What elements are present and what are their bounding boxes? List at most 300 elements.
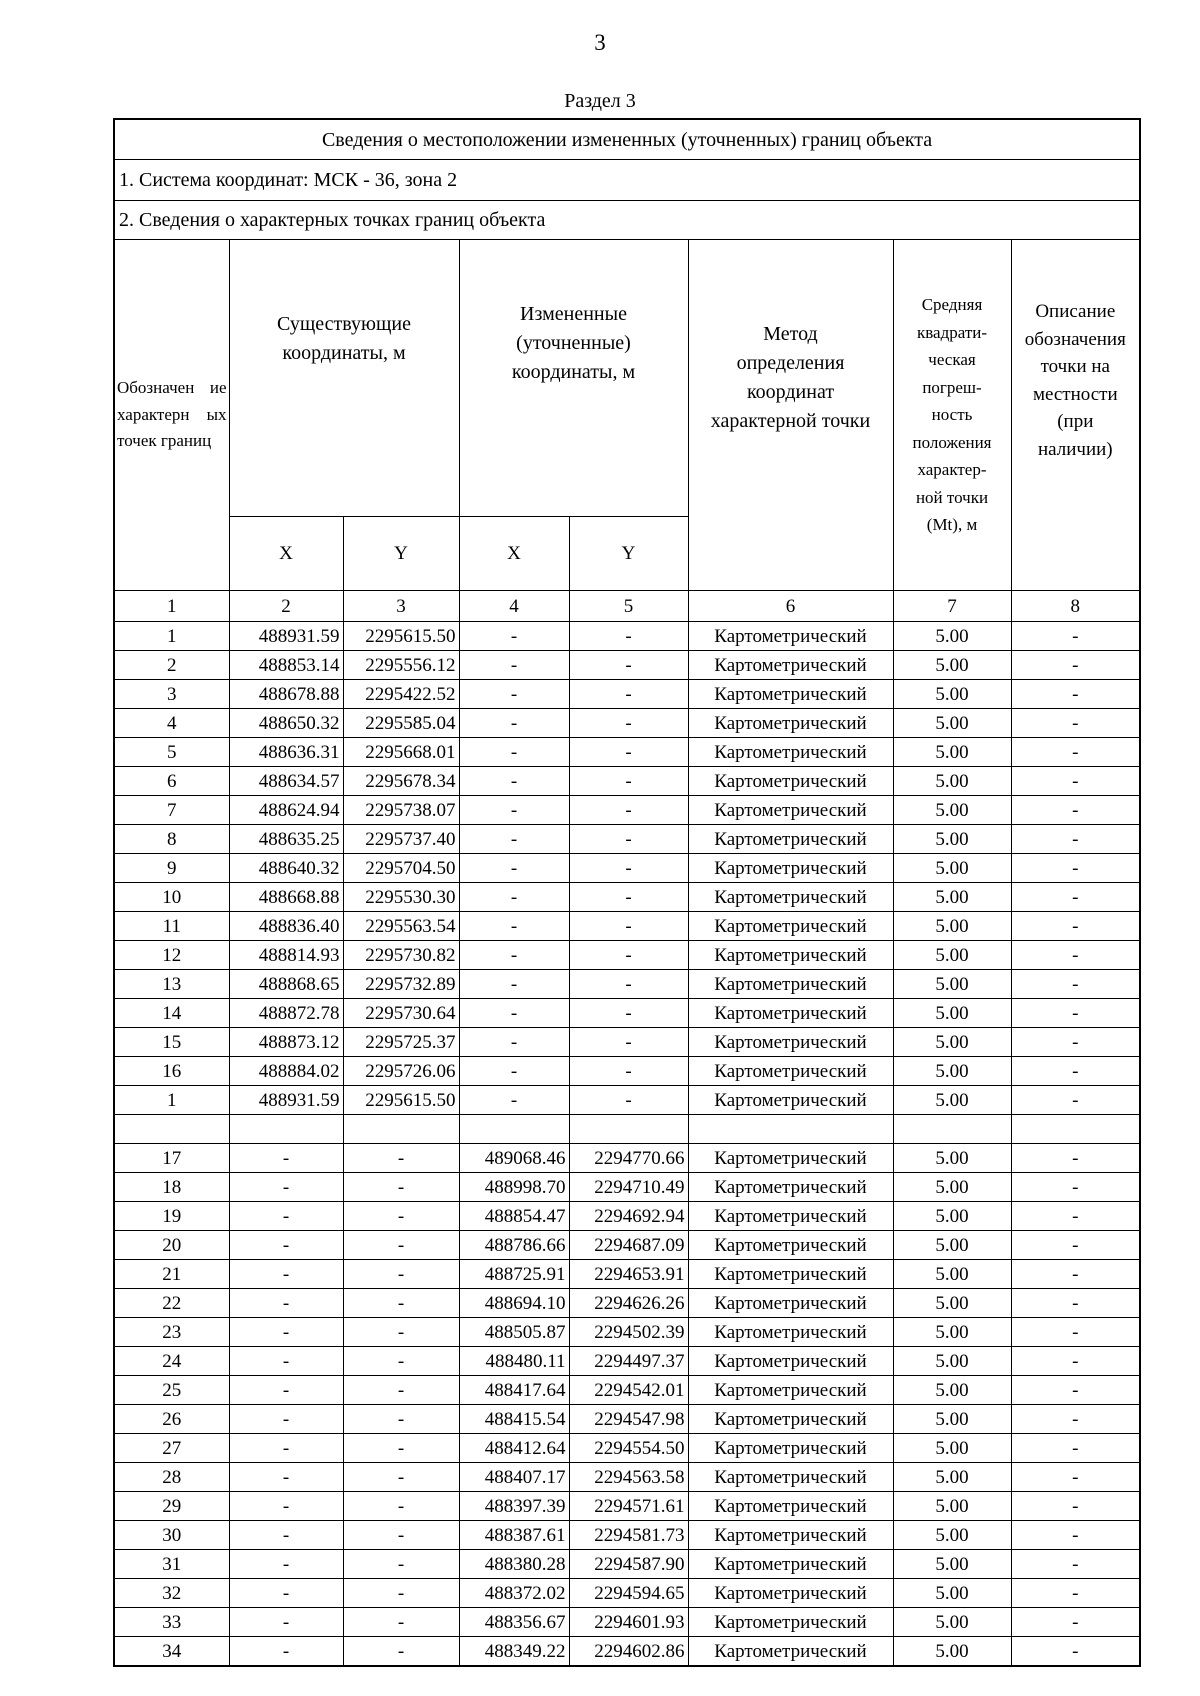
column-number-cell: 1 bbox=[114, 591, 229, 622]
table-row bbox=[114, 1579, 1140, 1608]
cell-method: Картометрический bbox=[688, 1231, 893, 1260]
cell-changed-x: 488415.54 bbox=[459, 1405, 569, 1434]
cell-changed-x: - bbox=[459, 1028, 569, 1057]
cell-existing-x: 488668.88 bbox=[229, 883, 343, 912]
table-row bbox=[114, 1202, 1140, 1231]
cell-method: Картометрический bbox=[688, 1057, 893, 1086]
cell-method: Картометрический bbox=[688, 1521, 893, 1550]
cell-description: - bbox=[1011, 825, 1140, 854]
points-heading: 2. Сведения о характерных точках границ объекта bbox=[114, 201, 1140, 240]
cell-point-id: 33 bbox=[114, 1608, 229, 1637]
cell-changed-y: - bbox=[569, 680, 688, 709]
cell-existing-x: - bbox=[229, 1405, 343, 1434]
cell-existing-x: 488873.12 bbox=[229, 1028, 343, 1057]
cell-rmse: 5.00 bbox=[893, 1463, 1011, 1492]
column-number-cell: 5 bbox=[569, 591, 688, 622]
cell-changed-x: - bbox=[459, 825, 569, 854]
column-number-cell: 4 bbox=[459, 591, 569, 622]
table-row bbox=[114, 1550, 1140, 1579]
cell-rmse: 5.00 bbox=[893, 709, 1011, 738]
cell-changed-y: 2294602.86 bbox=[569, 1637, 688, 1667]
column-number-row bbox=[114, 591, 1140, 622]
column-number-cell: 6 bbox=[688, 591, 893, 622]
cell-method: Картометрический bbox=[688, 825, 893, 854]
cell-method: Картометрический bbox=[688, 622, 893, 651]
cell-description: - bbox=[1011, 999, 1140, 1028]
cell-description: - bbox=[1011, 1202, 1140, 1231]
cell-rmse: 5.00 bbox=[893, 1260, 1011, 1289]
cell-changed-x: 488786.66 bbox=[459, 1231, 569, 1260]
cell-changed-x bbox=[459, 1115, 569, 1144]
cell-existing-y: - bbox=[343, 1521, 459, 1550]
cell-description: - bbox=[1011, 1086, 1140, 1115]
cell-point-id: 34 bbox=[114, 1637, 229, 1667]
cell-rmse bbox=[893, 1115, 1011, 1144]
cell-description: - bbox=[1011, 796, 1140, 825]
cell-rmse: 5.00 bbox=[893, 1637, 1011, 1667]
cell-changed-x: 488417.64 bbox=[459, 1376, 569, 1405]
table-row bbox=[114, 854, 1140, 883]
cell-method: Картометрический bbox=[688, 1173, 893, 1202]
cell-method: Картометрический bbox=[688, 970, 893, 999]
coord-system: 1. Система координат: МСК - 36, зона 2 bbox=[114, 160, 1140, 201]
cell-changed-x: 488356.67 bbox=[459, 1608, 569, 1637]
document-table-wrapper bbox=[113, 118, 1139, 1667]
cell-existing-y: - bbox=[343, 1289, 459, 1318]
cell-changed-y: 2294502.39 bbox=[569, 1318, 688, 1347]
cell-point-id: 15 bbox=[114, 1028, 229, 1057]
cell-existing-x: 488624.94 bbox=[229, 796, 343, 825]
header-x-changed: X bbox=[459, 517, 569, 591]
table-row bbox=[114, 1405, 1140, 1434]
cell-rmse: 5.00 bbox=[893, 680, 1011, 709]
cell-existing-x: - bbox=[229, 1347, 343, 1376]
cell-existing-y: 2295730.64 bbox=[343, 999, 459, 1028]
cell-existing-x: - bbox=[229, 1579, 343, 1608]
cell-existing-x: 488931.59 bbox=[229, 622, 343, 651]
cell-description: - bbox=[1011, 941, 1140, 970]
cell-rmse: 5.00 bbox=[893, 854, 1011, 883]
cell-method: Картометрический bbox=[688, 1260, 893, 1289]
cell-changed-y: - bbox=[569, 651, 688, 680]
cell-description: - bbox=[1011, 1028, 1140, 1057]
points-heading-row bbox=[114, 201, 1140, 240]
cell-changed-y: - bbox=[569, 941, 688, 970]
cell-rmse: 5.00 bbox=[893, 1492, 1011, 1521]
cell-point-id: 29 bbox=[114, 1492, 229, 1521]
cell-rmse: 5.00 bbox=[893, 1028, 1011, 1057]
cell-changed-x: - bbox=[459, 651, 569, 680]
cell-changed-x: 488349.22 bbox=[459, 1637, 569, 1667]
table-row bbox=[114, 1637, 1140, 1667]
cell-point-id: 16 bbox=[114, 1057, 229, 1086]
cell-changed-x: - bbox=[459, 854, 569, 883]
cell-existing-y: - bbox=[343, 1202, 459, 1231]
cell-description: - bbox=[1011, 651, 1140, 680]
cell-existing-y: 2295563.54 bbox=[343, 912, 459, 941]
table-row bbox=[114, 912, 1140, 941]
cell-point-id: 14 bbox=[114, 999, 229, 1028]
cell-changed-y: - bbox=[569, 825, 688, 854]
cell-changed-x: - bbox=[459, 709, 569, 738]
cell-existing-y: 2295704.50 bbox=[343, 854, 459, 883]
header-existing-coords: Существующие координаты, м bbox=[229, 240, 459, 517]
cell-method: Картометрический bbox=[688, 709, 893, 738]
cell-existing-x: 488636.31 bbox=[229, 738, 343, 767]
cell-changed-y: - bbox=[569, 912, 688, 941]
cell-description: - bbox=[1011, 1231, 1140, 1260]
header-row-1 bbox=[114, 240, 1140, 517]
cell-rmse: 5.00 bbox=[893, 1347, 1011, 1376]
cell-description: - bbox=[1011, 1637, 1140, 1667]
cell-existing-y: - bbox=[343, 1173, 459, 1202]
cell-changed-x: 488505.87 bbox=[459, 1318, 569, 1347]
cell-point-id: 32 bbox=[114, 1579, 229, 1608]
cell-existing-x: - bbox=[229, 1492, 343, 1521]
cell-point-id: 26 bbox=[114, 1405, 229, 1434]
cell-method: Картометрический bbox=[688, 1608, 893, 1637]
cell-existing-y: 2295737.40 bbox=[343, 825, 459, 854]
cell-existing-x: 488872.78 bbox=[229, 999, 343, 1028]
cell-method: Картометрический bbox=[688, 796, 893, 825]
cell-point-id: 11 bbox=[114, 912, 229, 941]
header-x-existing: X bbox=[229, 517, 343, 591]
table-row bbox=[114, 1608, 1140, 1637]
cell-point-id: 31 bbox=[114, 1550, 229, 1579]
cell-existing-y: - bbox=[343, 1260, 459, 1289]
cell-existing-y: - bbox=[343, 1434, 459, 1463]
header-description: Описание обозначения точки на местности (при наличии) bbox=[1011, 240, 1140, 591]
table-row bbox=[114, 1144, 1140, 1173]
cell-existing-x: 488836.40 bbox=[229, 912, 343, 941]
cell-changed-x: 488407.17 bbox=[459, 1463, 569, 1492]
cell-existing-y: 2295615.50 bbox=[343, 622, 459, 651]
table-row bbox=[114, 1260, 1140, 1289]
table-row bbox=[114, 1318, 1140, 1347]
cell-description: - bbox=[1011, 1463, 1140, 1492]
cell-rmse: 5.00 bbox=[893, 1057, 1011, 1086]
cell-changed-y: 2294587.90 bbox=[569, 1550, 688, 1579]
cell-rmse: 5.00 bbox=[893, 825, 1011, 854]
cell-changed-y: - bbox=[569, 709, 688, 738]
cell-description: - bbox=[1011, 1434, 1140, 1463]
cell-description: - bbox=[1011, 1405, 1140, 1434]
table-row bbox=[114, 970, 1140, 999]
cell-point-id: 24 bbox=[114, 1347, 229, 1376]
cell-changed-y: 2294770.66 bbox=[569, 1144, 688, 1173]
cell-existing-x: - bbox=[229, 1173, 343, 1202]
cell-existing-x: 488868.65 bbox=[229, 970, 343, 999]
cell-description: - bbox=[1011, 1608, 1140, 1637]
cell-point-id: 21 bbox=[114, 1260, 229, 1289]
cell-changed-x: 488397.39 bbox=[459, 1492, 569, 1521]
cell-description: - bbox=[1011, 970, 1140, 999]
table-row bbox=[114, 1231, 1140, 1260]
cell-description: - bbox=[1011, 738, 1140, 767]
cell-existing-x: 488634.57 bbox=[229, 767, 343, 796]
cell-description: - bbox=[1011, 1492, 1140, 1521]
cell-existing-y: 2295585.04 bbox=[343, 709, 459, 738]
cell-rmse: 5.00 bbox=[893, 1608, 1011, 1637]
cell-method: Картометрический bbox=[688, 912, 893, 941]
table-row bbox=[114, 1057, 1140, 1086]
cell-changed-y: 2294692.94 bbox=[569, 1202, 688, 1231]
cell-method: Картометрический bbox=[688, 1144, 893, 1173]
cell-existing-x: - bbox=[229, 1202, 343, 1231]
column-number-cell: 7 bbox=[893, 591, 1011, 622]
cell-point-id: 5 bbox=[114, 738, 229, 767]
cell-rmse: 5.00 bbox=[893, 941, 1011, 970]
cell-changed-y: - bbox=[569, 883, 688, 912]
table-title: Сведения о местоположении измененных (уточненных) границ объекта bbox=[114, 119, 1140, 160]
cell-description: - bbox=[1011, 854, 1140, 883]
cell-existing-x: 488884.02 bbox=[229, 1057, 343, 1086]
cell-changed-x: - bbox=[459, 796, 569, 825]
cell-existing-y: 2295530.30 bbox=[343, 883, 459, 912]
cell-rmse: 5.00 bbox=[893, 767, 1011, 796]
cell-description: - bbox=[1011, 912, 1140, 941]
cell-description: - bbox=[1011, 1376, 1140, 1405]
cell-point-id: 28 bbox=[114, 1463, 229, 1492]
cell-existing-y: - bbox=[343, 1231, 459, 1260]
table-row bbox=[114, 1376, 1140, 1405]
cell-description: - bbox=[1011, 1550, 1140, 1579]
cell-changed-y: 2294542.01 bbox=[569, 1376, 688, 1405]
cell-changed-x: - bbox=[459, 970, 569, 999]
cell-existing-y: - bbox=[343, 1550, 459, 1579]
cell-point-id: 25 bbox=[114, 1376, 229, 1405]
cell-existing-y: 2295730.82 bbox=[343, 941, 459, 970]
table-row bbox=[114, 709, 1140, 738]
cell-existing-y: - bbox=[343, 1492, 459, 1521]
column-number-cell: 8 bbox=[1011, 591, 1140, 622]
cell-existing-x: - bbox=[229, 1318, 343, 1347]
cell-changed-x: - bbox=[459, 912, 569, 941]
cell-point-id: 17 bbox=[114, 1144, 229, 1173]
cell-existing-x: - bbox=[229, 1637, 343, 1667]
cell-existing-y: 2295725.37 bbox=[343, 1028, 459, 1057]
cell-changed-y: 2294563.58 bbox=[569, 1463, 688, 1492]
table-row bbox=[114, 767, 1140, 796]
cell-existing-y: 2295732.89 bbox=[343, 970, 459, 999]
cell-method: Картометрический bbox=[688, 738, 893, 767]
cell-changed-y: - bbox=[569, 796, 688, 825]
cell-changed-x: - bbox=[459, 622, 569, 651]
cell-changed-y bbox=[569, 1115, 688, 1144]
cell-rmse: 5.00 bbox=[893, 738, 1011, 767]
cell-existing-y: - bbox=[343, 1579, 459, 1608]
cell-changed-x: - bbox=[459, 680, 569, 709]
cell-rmse: 5.00 bbox=[893, 1231, 1011, 1260]
cell-point-id: 7 bbox=[114, 796, 229, 825]
cell-method: Картометрический bbox=[688, 1579, 893, 1608]
cell-existing-x: - bbox=[229, 1289, 343, 1318]
cell-changed-x: 488998.70 bbox=[459, 1173, 569, 1202]
cell-changed-y: 2294687.09 bbox=[569, 1231, 688, 1260]
cell-method: Картометрический bbox=[688, 1492, 893, 1521]
cell-changed-y: 2294571.61 bbox=[569, 1492, 688, 1521]
cell-method: Картометрический bbox=[688, 1550, 893, 1579]
table-row bbox=[114, 1173, 1140, 1202]
cell-method: Картометрический bbox=[688, 1434, 893, 1463]
cell-method: Картометрический bbox=[688, 1086, 893, 1115]
cell-point-id: 2 bbox=[114, 651, 229, 680]
cell-point-id: 9 bbox=[114, 854, 229, 883]
cell-existing-x: - bbox=[229, 1608, 343, 1637]
header-y-existing: Y bbox=[343, 517, 459, 591]
cell-existing-x: - bbox=[229, 1550, 343, 1579]
cell-existing-y: 2295678.34 bbox=[343, 767, 459, 796]
cell-point-id: 6 bbox=[114, 767, 229, 796]
cell-point-id: 22 bbox=[114, 1289, 229, 1318]
table-row bbox=[114, 680, 1140, 709]
cell-description: - bbox=[1011, 622, 1140, 651]
cell-changed-x: - bbox=[459, 738, 569, 767]
cell-existing-x: 488678.88 bbox=[229, 680, 343, 709]
cell-existing-x: - bbox=[229, 1521, 343, 1550]
cell-method: Картометрический bbox=[688, 680, 893, 709]
table-row bbox=[114, 738, 1140, 767]
header-designation: Обозначен ие характерн ых точек границ bbox=[114, 240, 229, 591]
cell-rmse: 5.00 bbox=[893, 651, 1011, 680]
table-row bbox=[114, 1289, 1140, 1318]
cell-point-id: 19 bbox=[114, 1202, 229, 1231]
cell-description: - bbox=[1011, 883, 1140, 912]
cell-description: - bbox=[1011, 1144, 1140, 1173]
cell-existing-x: 488853.14 bbox=[229, 651, 343, 680]
cell-method: Картометрический bbox=[688, 999, 893, 1028]
cell-existing-y: - bbox=[343, 1463, 459, 1492]
table-row bbox=[114, 1347, 1140, 1376]
cell-changed-x: 488412.64 bbox=[459, 1434, 569, 1463]
cell-existing-y: 2295668.01 bbox=[343, 738, 459, 767]
cell-changed-x: 488380.28 bbox=[459, 1550, 569, 1579]
table-row bbox=[114, 1115, 1140, 1144]
cell-changed-y: - bbox=[569, 854, 688, 883]
cell-point-id: 30 bbox=[114, 1521, 229, 1550]
cell-changed-y: 2294547.98 bbox=[569, 1405, 688, 1434]
cell-changed-x: 488694.10 bbox=[459, 1289, 569, 1318]
cell-existing-y: 2295738.07 bbox=[343, 796, 459, 825]
table-row bbox=[114, 1521, 1140, 1550]
table-row bbox=[114, 1463, 1140, 1492]
cell-existing-x: 488650.32 bbox=[229, 709, 343, 738]
cell-changed-x: 488480.11 bbox=[459, 1347, 569, 1376]
cell-rmse: 5.00 bbox=[893, 622, 1011, 651]
cell-changed-x: 488387.61 bbox=[459, 1521, 569, 1550]
cell-changed-y: - bbox=[569, 1028, 688, 1057]
cell-method: Картометрический bbox=[688, 651, 893, 680]
table-row bbox=[114, 883, 1140, 912]
cell-changed-y: 2294497.37 bbox=[569, 1347, 688, 1376]
table-row bbox=[114, 1086, 1140, 1115]
cell-existing-x: - bbox=[229, 1144, 343, 1173]
cell-rmse: 5.00 bbox=[893, 999, 1011, 1028]
cell-point-id: 8 bbox=[114, 825, 229, 854]
cell-method: Картометрический bbox=[688, 1318, 893, 1347]
cell-changed-x: - bbox=[459, 1057, 569, 1086]
cell-changed-x: - bbox=[459, 767, 569, 796]
cell-method: Картометрический bbox=[688, 767, 893, 796]
table-row bbox=[114, 651, 1140, 680]
cell-changed-x: 489068.46 bbox=[459, 1144, 569, 1173]
table-row bbox=[114, 796, 1140, 825]
cell-changed-y: - bbox=[569, 738, 688, 767]
cell-description bbox=[1011, 1115, 1140, 1144]
cell-existing-y: - bbox=[343, 1608, 459, 1637]
cell-changed-y: 2294626.26 bbox=[569, 1289, 688, 1318]
cell-rmse: 5.00 bbox=[893, 1086, 1011, 1115]
cell-method: Картометрический bbox=[688, 1463, 893, 1492]
cell-method bbox=[688, 1115, 893, 1144]
coord-system-row bbox=[114, 160, 1140, 201]
cell-description: - bbox=[1011, 680, 1140, 709]
cell-changed-y: - bbox=[569, 767, 688, 796]
cell-existing-y: - bbox=[343, 1637, 459, 1667]
cell-existing-x: - bbox=[229, 1434, 343, 1463]
cell-changed-x: - bbox=[459, 941, 569, 970]
cell-method: Картометрический bbox=[688, 854, 893, 883]
cell-method: Картометрический bbox=[688, 1028, 893, 1057]
cell-method: Картометрический bbox=[688, 883, 893, 912]
cell-existing-x: - bbox=[229, 1463, 343, 1492]
cell-rmse: 5.00 bbox=[893, 1579, 1011, 1608]
cell-existing-x: 488640.32 bbox=[229, 854, 343, 883]
cell-description: - bbox=[1011, 1173, 1140, 1202]
cell-existing-y bbox=[343, 1115, 459, 1144]
cell-existing-y: 2295422.52 bbox=[343, 680, 459, 709]
cell-changed-y: 2294710.49 bbox=[569, 1173, 688, 1202]
cell-point-id: 27 bbox=[114, 1434, 229, 1463]
cell-existing-y: - bbox=[343, 1405, 459, 1434]
header-changed-coords: Измененные (уточненные) координаты, м bbox=[459, 240, 688, 517]
cell-method: Картометрический bbox=[688, 1202, 893, 1231]
header-y-changed: Y bbox=[569, 517, 688, 591]
cell-rmse: 5.00 bbox=[893, 883, 1011, 912]
cell-description: - bbox=[1011, 1579, 1140, 1608]
cell-method: Картометрический bbox=[688, 1376, 893, 1405]
cell-changed-x: 488372.02 bbox=[459, 1579, 569, 1608]
cell-changed-y: 2294653.91 bbox=[569, 1260, 688, 1289]
table-row bbox=[114, 1434, 1140, 1463]
column-number-cell: 3 bbox=[343, 591, 459, 622]
cell-point-id: 1 bbox=[114, 1086, 229, 1115]
cell-rmse: 5.00 bbox=[893, 1202, 1011, 1231]
cell-rmse: 5.00 bbox=[893, 1550, 1011, 1579]
table-row bbox=[114, 1028, 1140, 1057]
cell-point-id: 12 bbox=[114, 941, 229, 970]
cell-point-id: 1 bbox=[114, 622, 229, 651]
cell-method: Картометрический bbox=[688, 941, 893, 970]
cell-rmse: 5.00 bbox=[893, 1173, 1011, 1202]
cell-existing-y: 2295726.06 bbox=[343, 1057, 459, 1086]
cell-changed-x: - bbox=[459, 1086, 569, 1115]
cell-rmse: 5.00 bbox=[893, 1376, 1011, 1405]
cell-changed-y: - bbox=[569, 1086, 688, 1115]
cell-existing-x bbox=[229, 1115, 343, 1144]
cell-description: - bbox=[1011, 1521, 1140, 1550]
cell-changed-y: - bbox=[569, 622, 688, 651]
cell-existing-x: 488931.59 bbox=[229, 1086, 343, 1115]
cell-existing-y: 2295556.12 bbox=[343, 651, 459, 680]
cell-changed-x: 488725.91 bbox=[459, 1260, 569, 1289]
cell-rmse: 5.00 bbox=[893, 912, 1011, 941]
cell-existing-y: - bbox=[343, 1318, 459, 1347]
cell-method: Картометрический bbox=[688, 1637, 893, 1667]
cell-rmse: 5.00 bbox=[893, 1289, 1011, 1318]
table-row bbox=[114, 999, 1140, 1028]
page-number: 3 bbox=[594, 30, 606, 55]
